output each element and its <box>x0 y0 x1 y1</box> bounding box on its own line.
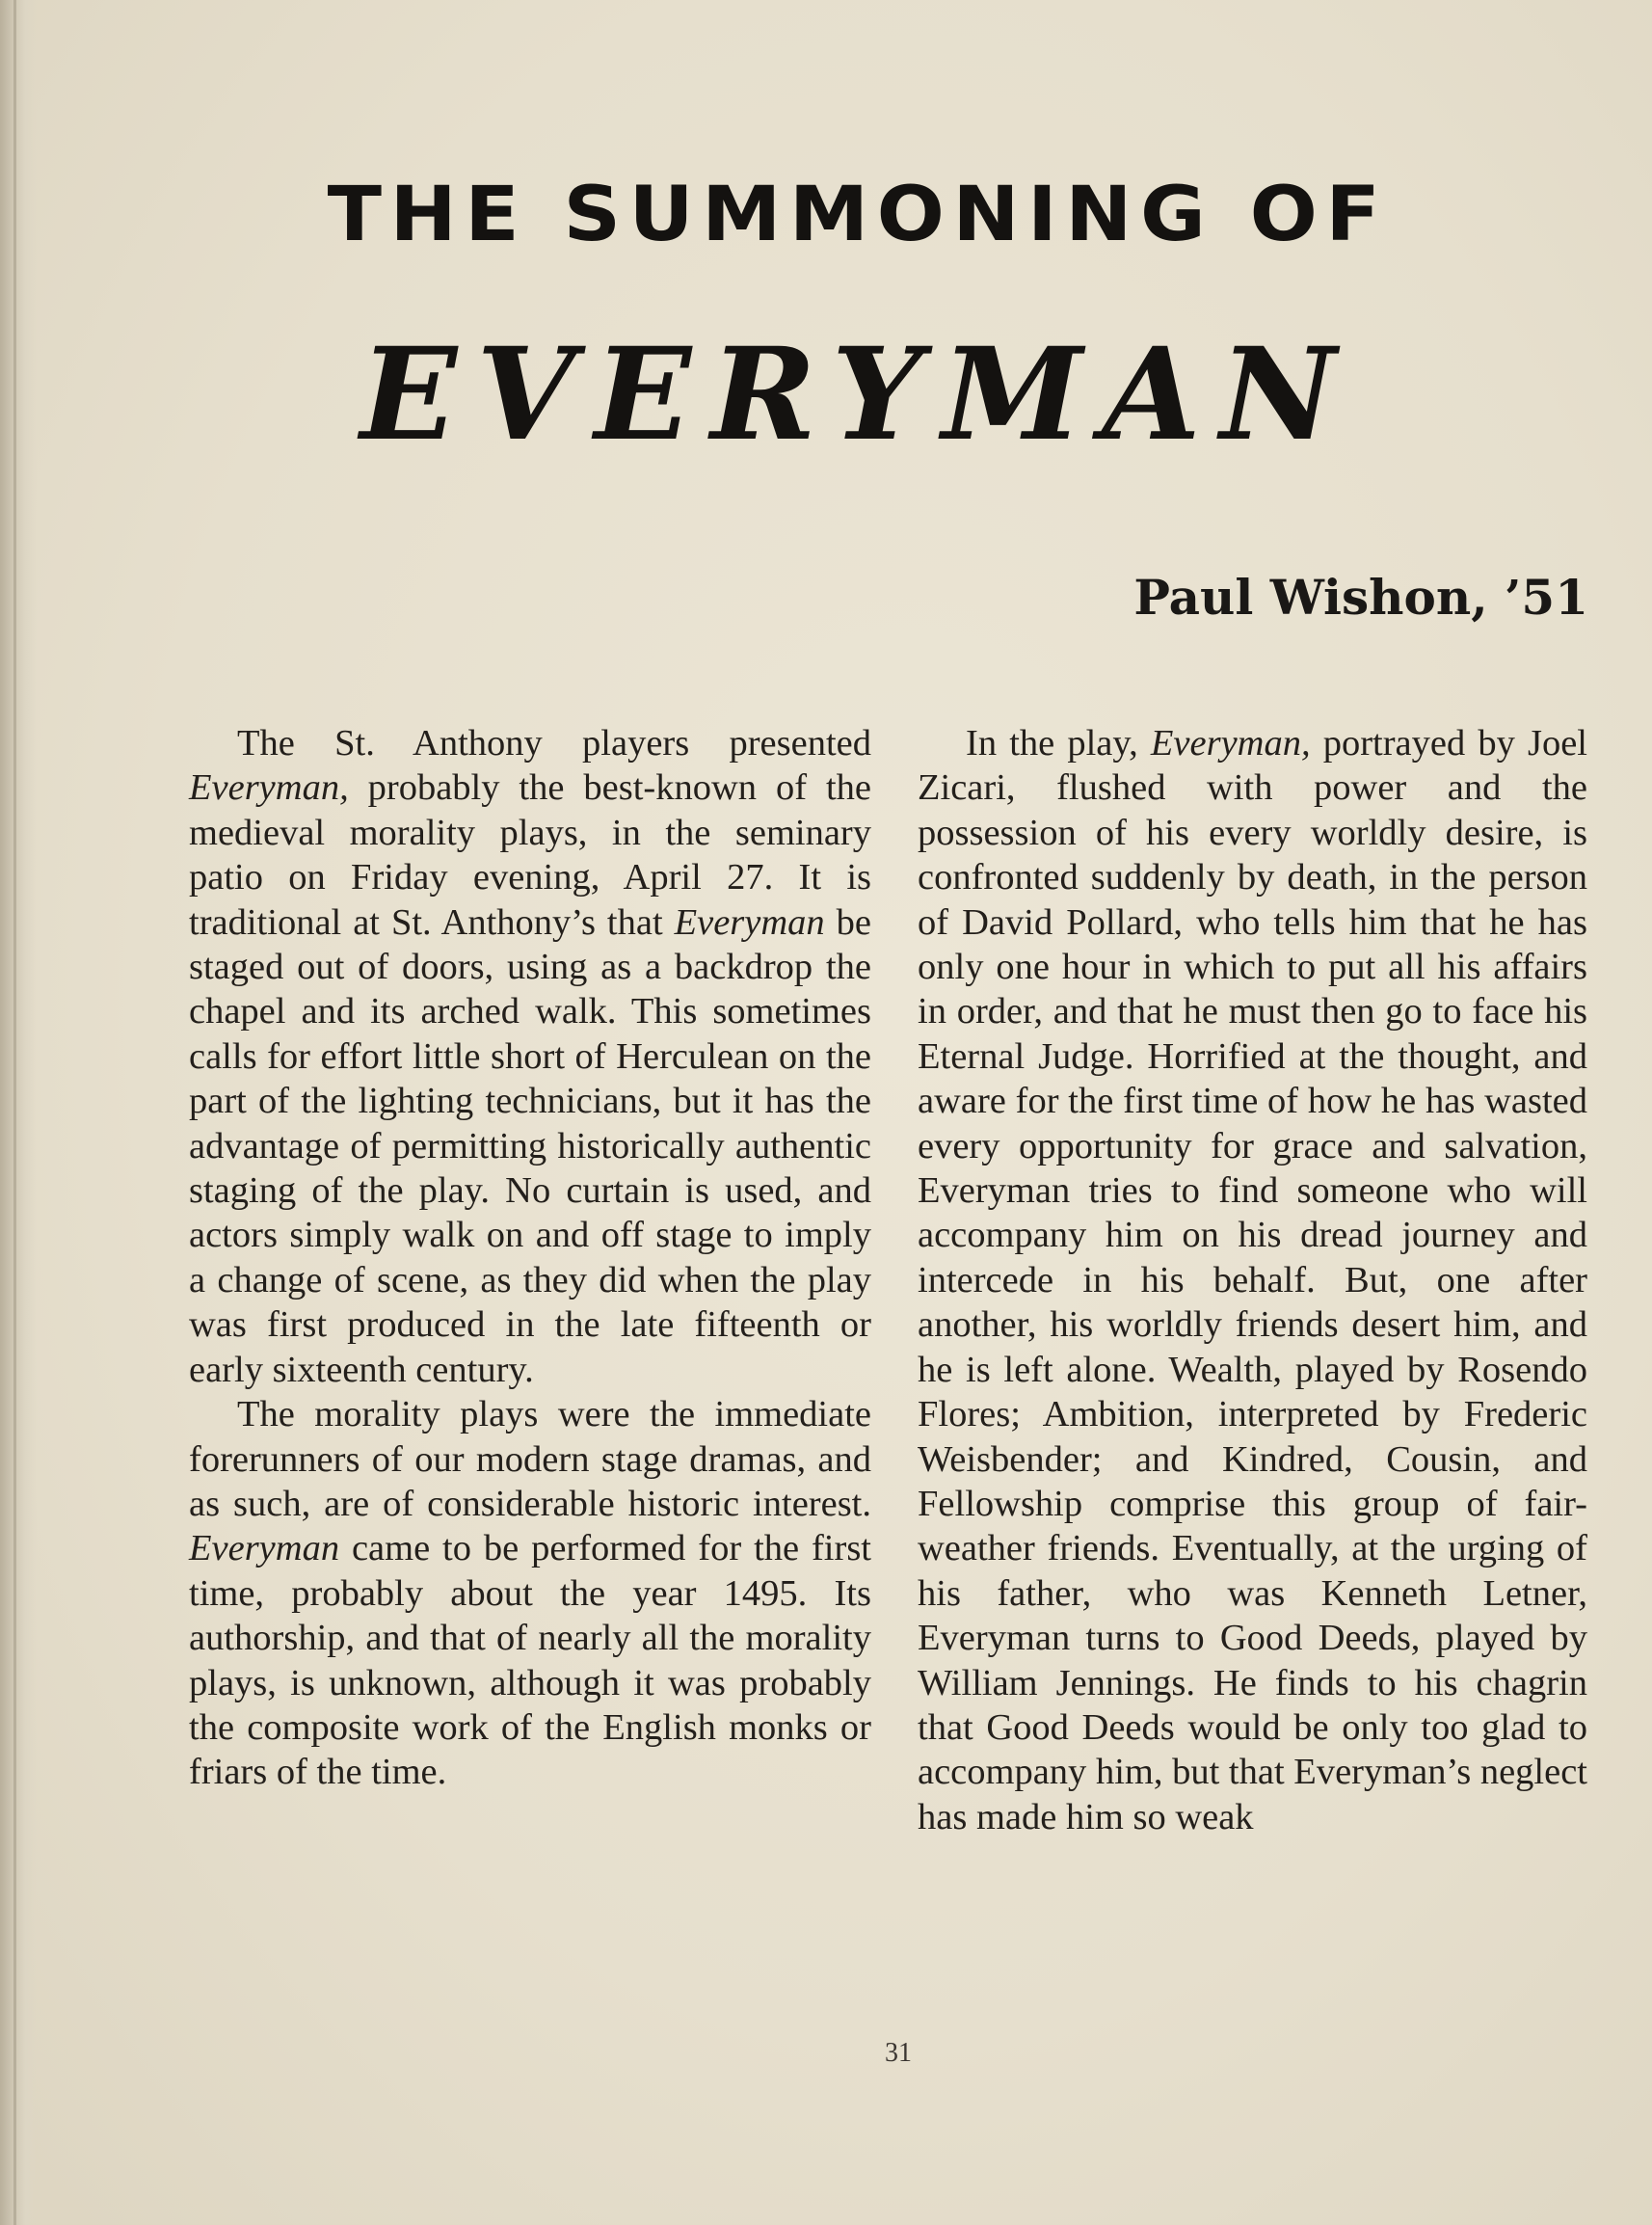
paragraph <box>189 721 871 1392</box>
text-run: The morality plays were the immediate forerunners of our modern stage dramas, and as such, are of considerable historic interest. <box>189 1394 871 1524</box>
text-run: The St. Anthony players presented <box>237 723 871 764</box>
book-spine-edge <box>13 0 16 2225</box>
paragraph <box>918 721 1587 1839</box>
italic-title: Everyman <box>189 1528 340 1569</box>
text-run: portrayed by Joel Zicari, flushed with power and the possession of his every worldly desire, is confronted suddenly by death, in the person of David Pollard, who tells him that he has only one hour in which to put all his affairs in order, and that he must then go to face his Eternal Judge. Horrified at the thought, and aware for the first time of how he has wasted every opportunity for grace and salvation, Everyman tries to find someone who will accompany him on his dread journey and intercede in his behalf. But, one after another, his worldly friends desert him, and he is left alone. Wealth, played by Rosendo Flores; Ambition, interpreted by Frederic Weisbender; and Kindred, Cousin, and Fellowship comprise this group of fair-weather friends. Eventually, at the urging of his father, who was Kenneth Letner, Everyman turns to Good Deeds, played by William Jennings. He finds to his chagrin that Good Deeds would be only too glad to accompany him, but that Everyman’s neglect has made him so weak <box>918 723 1587 1837</box>
text-run: came to be performed for the first time, probably about the year 1495. Its authorship, and that of nearly all the morality plays, is unknown, although it was probably the composite work of the English monks or friars of the time. <box>189 1528 871 1793</box>
book-spine-shadow <box>0 0 37 2225</box>
article-title-line-1: THE SUMMONING OF <box>327 172 1389 258</box>
text-run: probably the best-known of the medieval morality plays, in the seminary patio on Friday evening, April 27. It is traditional at St. Anthony’s that <box>189 767 871 943</box>
paragraph <box>189 1392 871 1795</box>
text-run: In the play, <box>966 723 1151 764</box>
left-text-column <box>189 721 871 1795</box>
italic-title: Everyman, <box>189 767 349 809</box>
italic-title: Everyman, <box>1150 723 1311 764</box>
author-byline: Paul Wishon, ’51 <box>1133 569 1588 626</box>
italic-title: Everyman <box>674 901 825 943</box>
article-title-line-2: EVERYMAN <box>360 320 1356 469</box>
page-number: 31 <box>885 2038 912 2068</box>
text-run: be staged out of doors, using as a backdrop the chapel and its arched walk. This sometimes calls for effort little short of Herculean on the part of the lighting technicians, but it has the advantage of permitting historically authentic staging of the play. No curtain is used, and actors simply walk on and off stage to imply a change of scene, as they did when the play was first produced in the late fifteenth or early sixteenth century. <box>189 901 871 1390</box>
right-text-column <box>918 721 1587 1839</box>
